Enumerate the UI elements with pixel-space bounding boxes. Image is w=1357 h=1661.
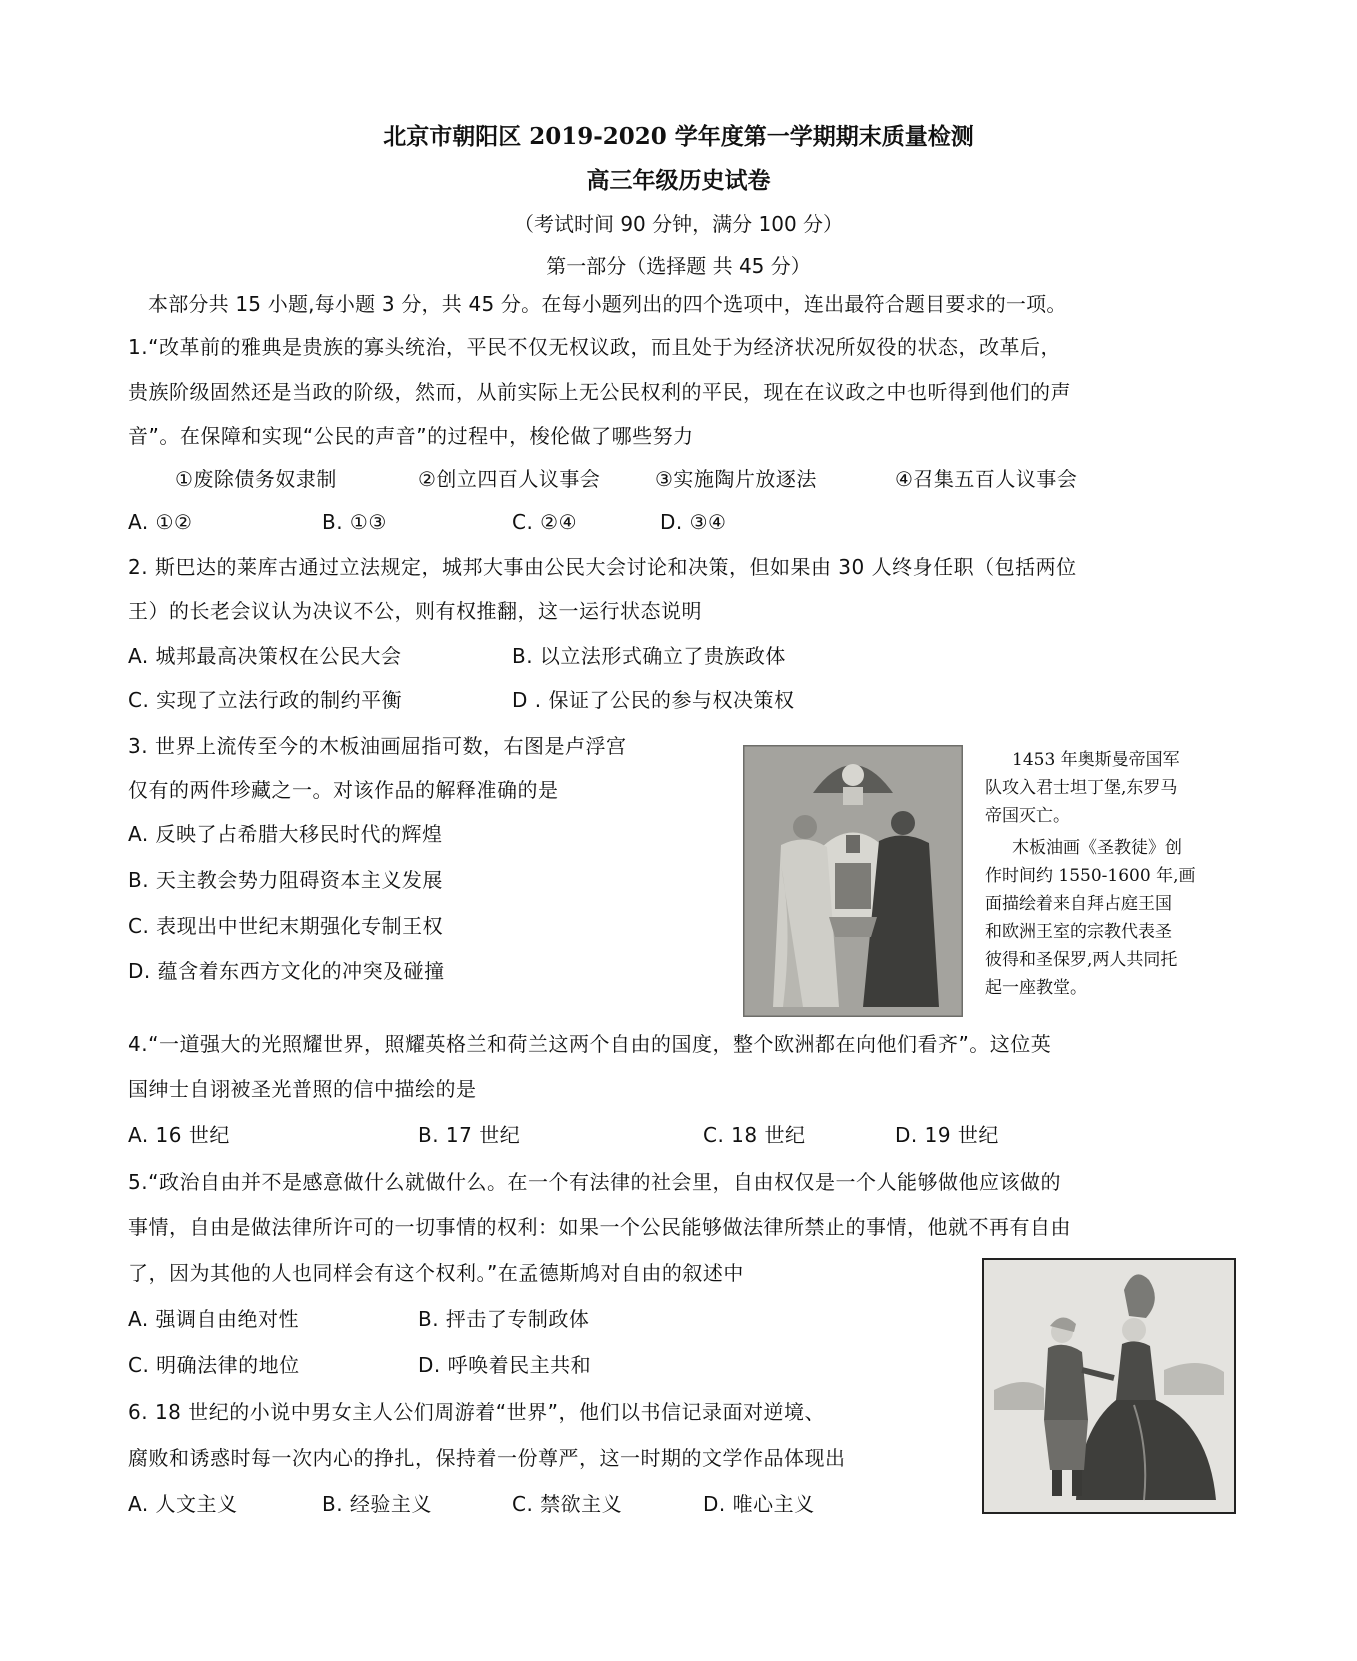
q3-caption-line-7: 和欧洲王室的宗教代表圣 (985, 922, 1172, 942)
instructions: 本部分共 15 小题,每小题 3 分，共 45 分。在每小题列出的四个选项中，连出最符合题目要求的一项。 (148, 292, 1067, 316)
q6-option-d[interactable]: D. 唯心主义 (703, 1492, 815, 1516)
q6-stem-line-2: 腐败和诱惑时每一次内心的挣扎，保持着一份尊严，这一时期的文学作品体现出 (128, 1446, 846, 1470)
saints-icon-painting (743, 745, 963, 1017)
q1-stem-line-2: 贵族阶级固然还是当政的阶级，然而，从前实际上无公民权利的平民，现在在议政之中也听得到他们的声 (128, 380, 1071, 404)
q1-option-b[interactable]: B. ①③ (322, 510, 387, 534)
q4-stem-line-2: 国绅士自诩被圣光普照的信中描绘的是 (128, 1077, 477, 1101)
q5-option-d[interactable]: D. 呼唤着民主共和 (418, 1353, 592, 1377)
q5-stem-line-2: 事情，自由是做法律所许可的一切事情的权利：如果一个公民能够做法律所禁止的事情，他就不再有自由 (128, 1215, 1071, 1239)
q6-option-c[interactable]: C. 禁欲主义 (512, 1492, 623, 1516)
q3-option-d[interactable]: D. 蕴含着东西方文化的冲突及碰撞 (128, 959, 445, 983)
q4-option-c[interactable]: C. 18 世纪 (703, 1123, 806, 1147)
eighteenth-century-couple-engraving (982, 1258, 1236, 1514)
q4-option-a[interactable]: A. 16 世纪 (128, 1123, 230, 1147)
exam-info: （考试时间 90 分钟，满分 100 分） (513, 212, 844, 236)
q2-option-b[interactable]: B. 以立法形式确立了贵族政体 (512, 644, 786, 668)
q1-option-d[interactable]: D. ③④ (660, 510, 727, 534)
q3-caption-line-1: 1453 年奥斯曼帝国军 (1012, 750, 1180, 770)
q5-option-b[interactable]: B. 抨击了专制政体 (418, 1307, 590, 1331)
q1-option-a[interactable]: A. ①② (128, 510, 193, 534)
q4-option-b[interactable]: B. 17 世纪 (418, 1123, 521, 1147)
q2-option-d[interactable]: D . 保证了公民的参与权决策权 (512, 688, 795, 712)
q6-option-a[interactable]: A. 人文主义 (128, 1492, 238, 1516)
q4-stem-line-1: 4.“一道强大的光照耀世界，照耀英格兰和荷兰这两个自由的国度，整个欧洲都在向他们看齐”。这位英 (128, 1032, 1052, 1056)
exam-title: 北京市朝阳区 2019-2020 学年度第一学期期末质量检测 (383, 123, 974, 150)
q5-option-a[interactable]: A. 强调自由绝对性 (128, 1307, 300, 1331)
q1-item-4: ④召集五百人议事会 (895, 467, 1078, 491)
q3-caption-line-3: 帝国灭亡。 (985, 806, 1070, 826)
q3-option-a[interactable]: A. 反映了占希腊大移民时代的辉煌 (128, 822, 443, 846)
q1-item-2: ②创立四百人议事会 (418, 467, 601, 491)
q5-option-c[interactable]: C. 明确法律的地位 (128, 1353, 300, 1377)
q3-caption-line-9: 起一座教堂。 (985, 978, 1087, 998)
part-title: 第一部分（选择题 共 45 分） (546, 254, 811, 278)
q1-item-1: ①废除债务奴隶制 (175, 467, 337, 491)
q3-caption-line-8: 彼得和圣保罗,两人共同托 (985, 950, 1178, 970)
q1-option-c[interactable]: C. ②④ (512, 510, 578, 534)
q3-caption-line-5: 作时间约 1550-1600 年,画 (985, 866, 1196, 886)
q2-stem-line-2: 王）的长老会议认为决议不公，则有权推翻，这一运行状态说明 (128, 599, 702, 623)
q3-caption-line-6: 面描绘着来自拜占庭王国 (985, 894, 1172, 914)
q3-option-b[interactable]: B. 天主教会势力阻碍资本主义发展 (128, 868, 443, 892)
exam-subtitle: 高三年级历史试卷 (586, 167, 771, 194)
q6-stem-line-1: 6. 18 世纪的小说中男女主人公们周游着“世界”，他们以书信记录面对逆境、 (128, 1400, 825, 1424)
q3-option-c[interactable]: C. 表现出中世纪末期强化专制王权 (128, 914, 444, 938)
q3-stem-line-2: 仅有的两件珍藏之一。对该作品的解释准确的是 (128, 778, 559, 802)
q1-item-3: ③实施陶片放逐法 (655, 467, 817, 491)
q3-stem-line-1: 3. 世界上流传至今的木板油画屈指可数，右图是卢浮宫 (128, 734, 627, 758)
q5-stem-line-1: 5.“政治自由并不是感意做什么就做什么。在一个有法律的社会里，自由权仅是一个人能够做他应该做的 (128, 1170, 1061, 1194)
q1-stem-line-3: 音”。在保障和实现“公民的声音”的过程中，梭伦做了哪些努力 (128, 424, 694, 448)
q3-caption-line-4: 木板油画《圣教徒》创 (1012, 838, 1182, 858)
q4-option-d[interactable]: D. 19 世纪 (895, 1123, 999, 1147)
q1-stem-line-1: 1.“改革前的雅典是贵族的寡头统治，平民不仅无权议政，而且处于为经济状况所奴役的状态，改革后， (128, 335, 1061, 359)
q2-option-c[interactable]: C. 实现了立法行政的制约平衡 (128, 688, 403, 712)
q6-option-b[interactable]: B. 经验主义 (322, 1492, 432, 1516)
q2-option-a[interactable]: A. 城邦最高决策权在公民大会 (128, 644, 402, 668)
q3-caption-line-2: 队攻入君士坦丁堡,东罗马 (985, 778, 1178, 798)
q5-stem-line-3: 了，因为其他的人也同样会有这个权利。”在孟德斯鸠对自由的叙述中 (128, 1261, 744, 1285)
q2-stem-line-1: 2. 斯巴达的莱库古通过立法规定，城邦大事由公民大会讨论和决策，但如果由 30 人终身任职（包括两位 (128, 555, 1077, 579)
